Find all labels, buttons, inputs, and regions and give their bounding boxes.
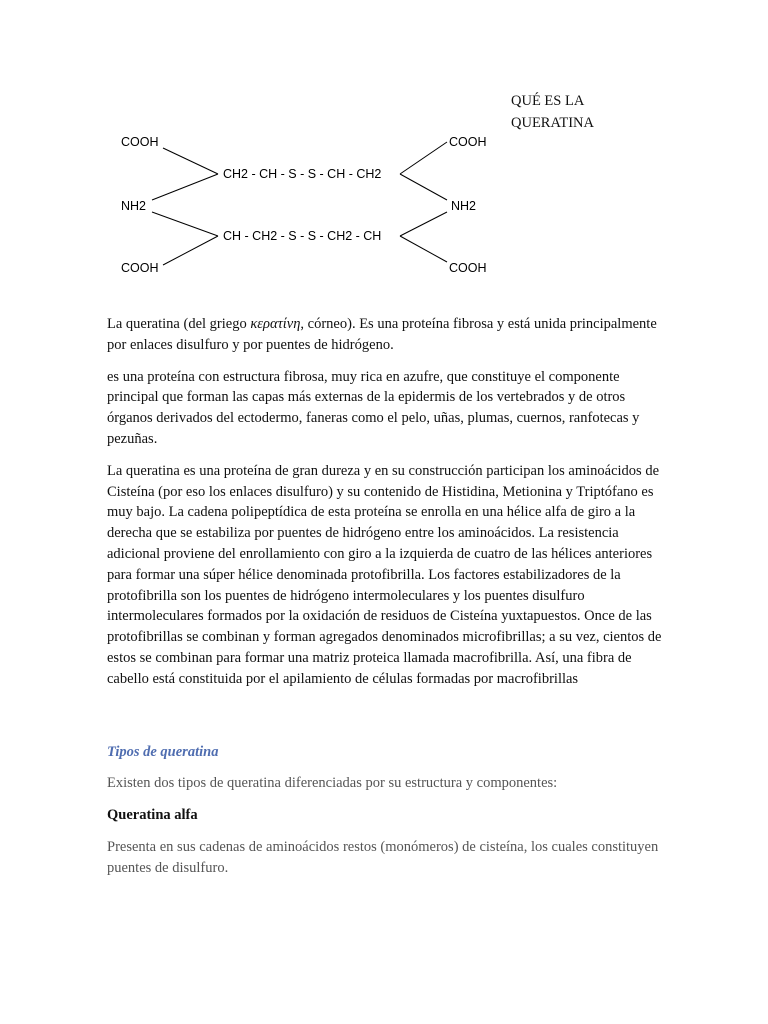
disulfide-bond-diagram [100,120,520,290]
subheading-alpha-keratin: Queratina alfa [107,807,198,824]
cooh-bottom-left-label: COOH [121,261,159,275]
section-intro: Existen dos tipos de queratina diferenciadas por su estructura y componentes: [107,775,558,792]
title-line-2: QUERATINA [511,115,594,131]
intro-paragraph [107,314,663,356]
section-title-types: Tipos de queratina [107,743,219,760]
nh2-left-label: NH2 [121,199,147,213]
intro-text-end: , córneo). Es una proteína fibrosa y está unida principalmente por enlaces disulfuro y por puentes de hidrógeno. [107,316,657,353]
bond-line [400,142,447,174]
chain-bottom-label: CH - CH2 - S - S - CH2 - CH [223,229,382,243]
diagram-svg [100,120,520,290]
alpha-keratin-paragraph: Presenta en sus cadenas de aminoácidos restos (monómeros) de cisteína, los cuales constituyen puentes de disulfuro. [107,838,659,876]
page-title [511,90,661,134]
structure-paragraph: La queratina es una proteína de gran dureza y en su construcción participan los aminoácidos de Cisteína (por eso los enlaces disulfuro) y su contenido de Histidina, Metionina y Triptófano es muy bajo. La cadena polipeptídica de esta proteína se enrolla en una hélice alfa de giro a la derecha que se estabiliza por puentes de hidrógeno entre los aminoácidos. La resistencia adicional proviene del enrollamiento con giro a la izquierda de cuatro de las hélices anteriores para formar una súper hélice denominada protofibrilla. Los factores estabilizadores de la protofibrilla son los puentes de hidrógeno intermoleculares y los puentes disulfuro intermoleculares formados por la oxidación de residuos de Cisteína yuxtapuestos. Once de las protofibrillas se combinan y forman agregados denominados microfibrillas; a su vez, cientos de estos se combinan para formar una matriz proteica llamada macrofibrilla. Así, una fibra de cabello está constituida por el apilamiento de células formadas por macrofibrillas [107,462,662,687]
bond-line [400,236,447,262]
bond-line [152,174,218,200]
bond-line [163,148,218,174]
title-line-1: QUÉ ES LA [511,93,585,109]
cooh-top-right-label: COOH [449,135,487,149]
definition-paragraph: es una proteína con estructura fibrosa, muy rica en azufre, que constituye el componente principal que forman las capas más externas de la epidermis de los vertebrados y de otros órganos derivados del ectodermo, faneras como el pelo, uñas, plumas, cuernos, ranfotecas y pezuñas. [107,368,640,447]
nh2-right-label: NH2 [451,199,477,213]
intro-text-start: La queratina (del griego [107,316,251,332]
bond-line [400,212,447,236]
bond-line [152,212,218,236]
cooh-top-left-label: COOH [121,135,159,149]
bond-line [400,174,447,200]
cooh-bottom-right-label: COOH [449,261,487,275]
document-body [107,314,663,890]
greek-term: κερατίνη [250,316,301,332]
bond-line [163,236,218,265]
chain-top-label: CH2 - CH - S - S - CH - CH2 [223,167,382,181]
